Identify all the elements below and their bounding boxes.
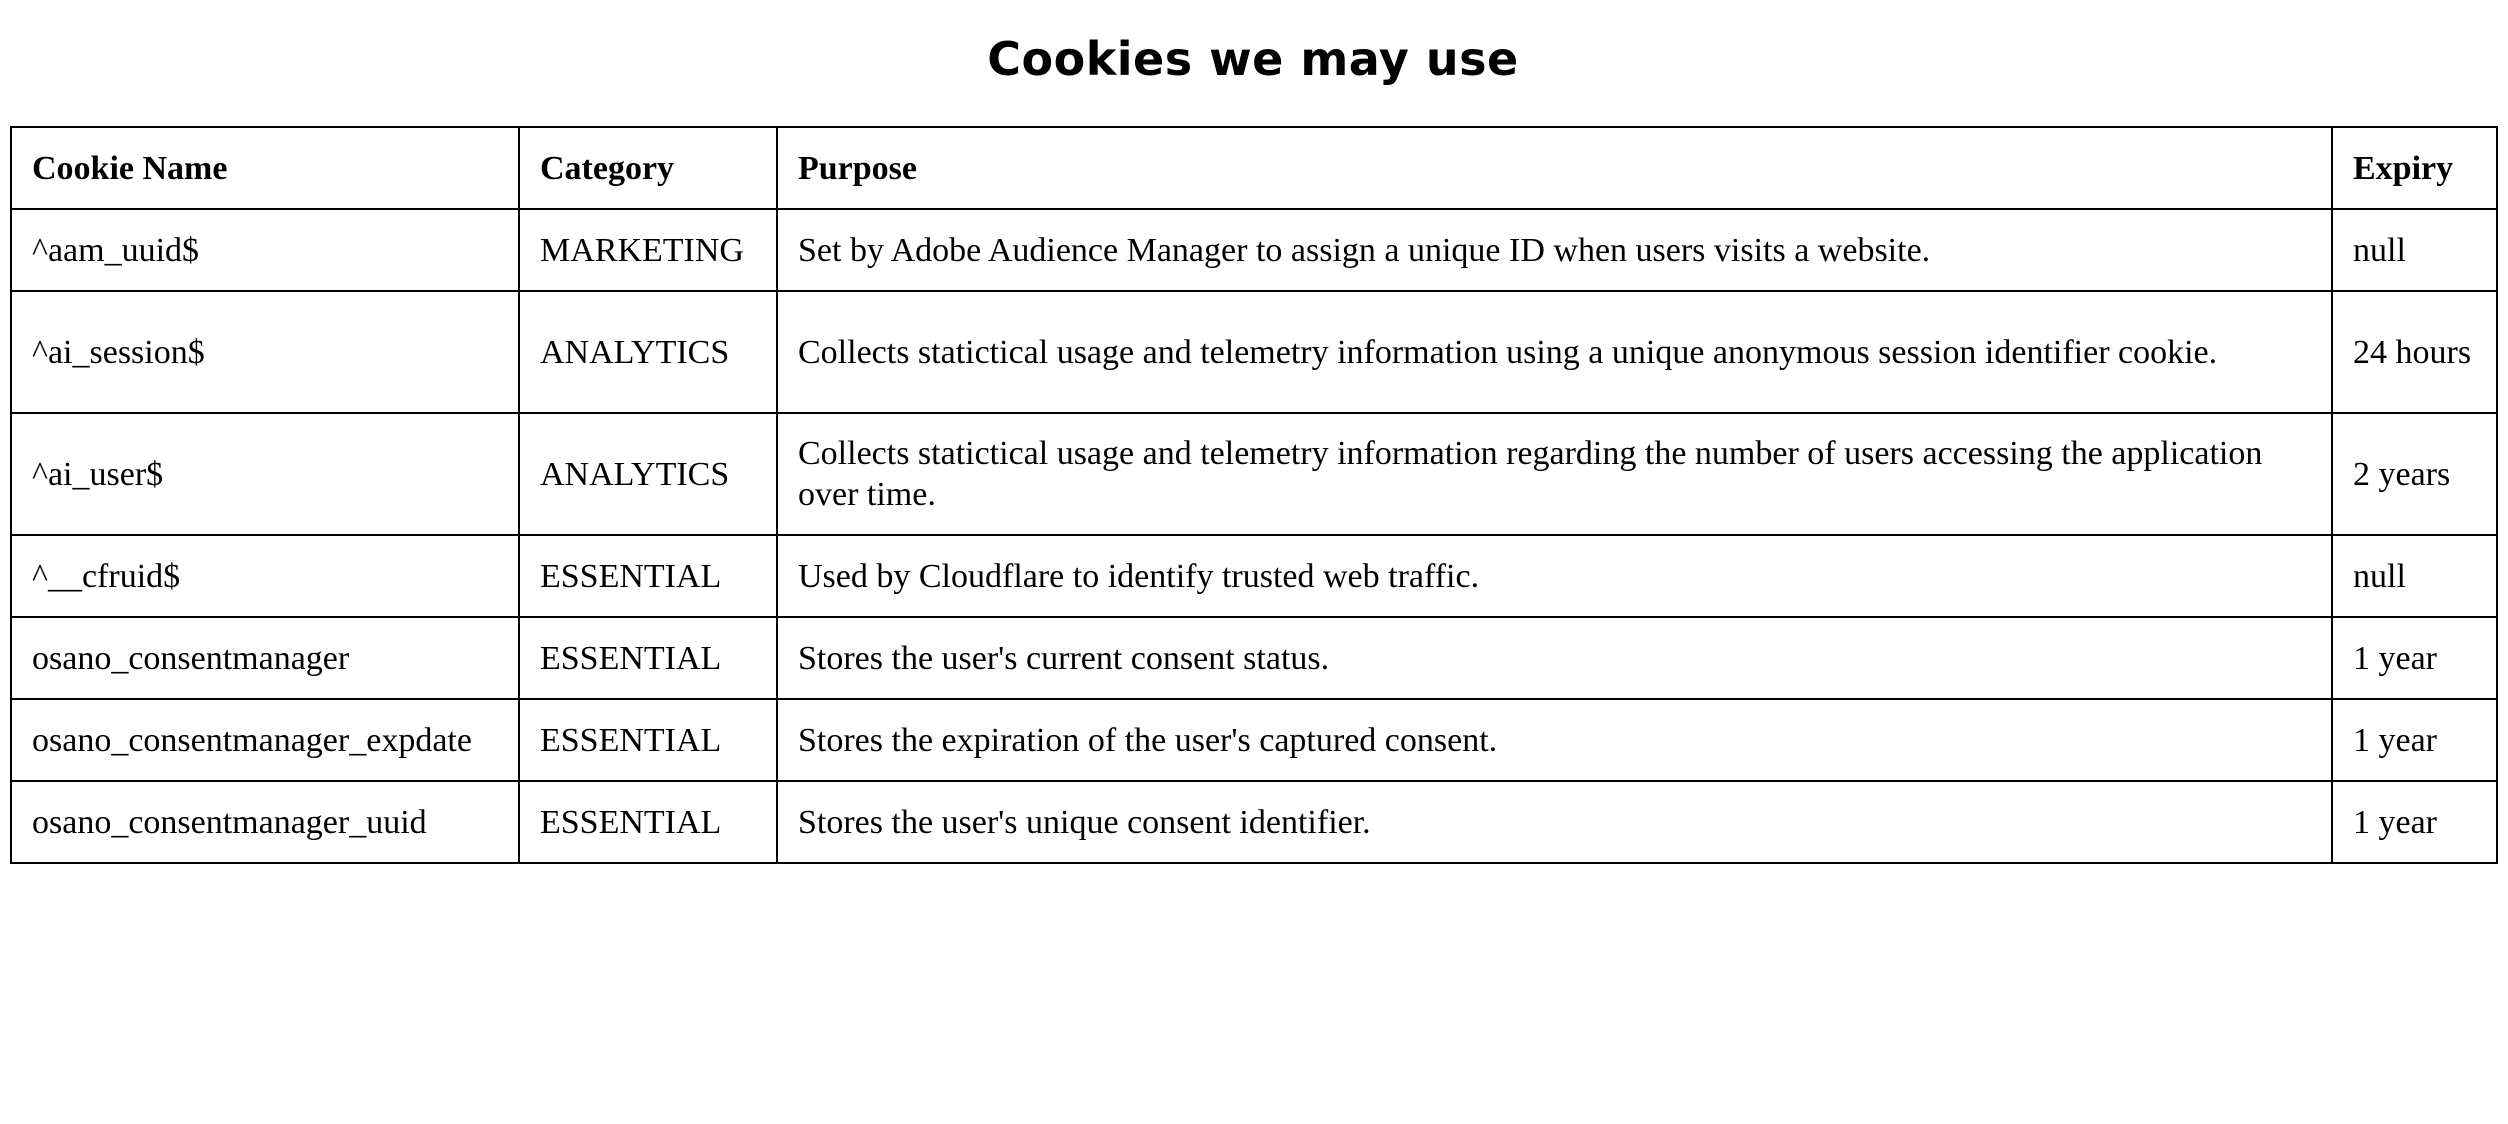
cookie-name-cell: ^ai_session$ [11, 291, 519, 413]
cookie-name-cell: osano_consentmanager_expdate [11, 699, 519, 781]
table-row [11, 781, 2497, 863]
table-row [11, 209, 2497, 291]
table-row [11, 291, 2497, 413]
cookie-name-cell: osano_consentmanager [11, 617, 519, 699]
purpose-cell: Used by Cloudflare to identify trusted web traffic. [777, 535, 2332, 617]
table-row [11, 617, 2497, 699]
category-cell: ESSENTIAL [519, 781, 777, 863]
column-header-category: Category [519, 127, 777, 209]
table-row [11, 535, 2497, 617]
expiry-cell: 1 year [2332, 617, 2497, 699]
purpose-cell: Stores the user's unique consent identifier. [777, 781, 2332, 863]
table-row [11, 413, 2497, 535]
purpose-cell: Collects statictical usage and telemetry information using a unique anonymous session identifier cookie. [777, 291, 2332, 413]
cookie-name-cell: ^__cfruid$ [11, 535, 519, 617]
page-title: Cookies we may use [987, 32, 1519, 86]
purpose-cell: Stores the user's current consent status. [777, 617, 2332, 699]
purpose-cell: Collects statictical usage and telemetry information regarding the number of users accessing the application over time. [777, 413, 2332, 535]
table-row [11, 699, 2497, 781]
column-header-purpose: Purpose [777, 127, 2332, 209]
category-cell: ESSENTIAL [519, 699, 777, 781]
cookie-name-cell: osano_consentmanager_uuid [11, 781, 519, 863]
cookies-table [10, 126, 2498, 864]
cookie-name-cell: ^aam_uuid$ [11, 209, 519, 291]
cookie-name-cell: ^ai_user$ [11, 413, 519, 535]
purpose-cell: Stores the expiration of the user's captured consent. [777, 699, 2332, 781]
category-cell: ESSENTIAL [519, 617, 777, 699]
category-cell: ANALYTICS [519, 413, 777, 535]
table-header-row [11, 127, 2497, 209]
category-cell: ESSENTIAL [519, 535, 777, 617]
expiry-cell: 1 year [2332, 781, 2497, 863]
expiry-cell: 2 years [2332, 413, 2497, 535]
column-header-cookie-name: Cookie Name [11, 127, 519, 209]
expiry-cell: null [2332, 209, 2497, 291]
cookie-policy-page [10, 0, 2496, 841]
expiry-cell: 24 hours [2332, 291, 2497, 413]
expiry-cell: null [2332, 535, 2497, 617]
column-header-expiry: Expiry [2332, 127, 2497, 209]
category-cell: MARKETING [519, 209, 777, 291]
purpose-cell: Set by Adobe Audience Manager to assign a unique ID when users visits a website. [777, 209, 2332, 291]
expiry-cell: 1 year [2332, 699, 2497, 781]
category-cell: ANALYTICS [519, 291, 777, 413]
